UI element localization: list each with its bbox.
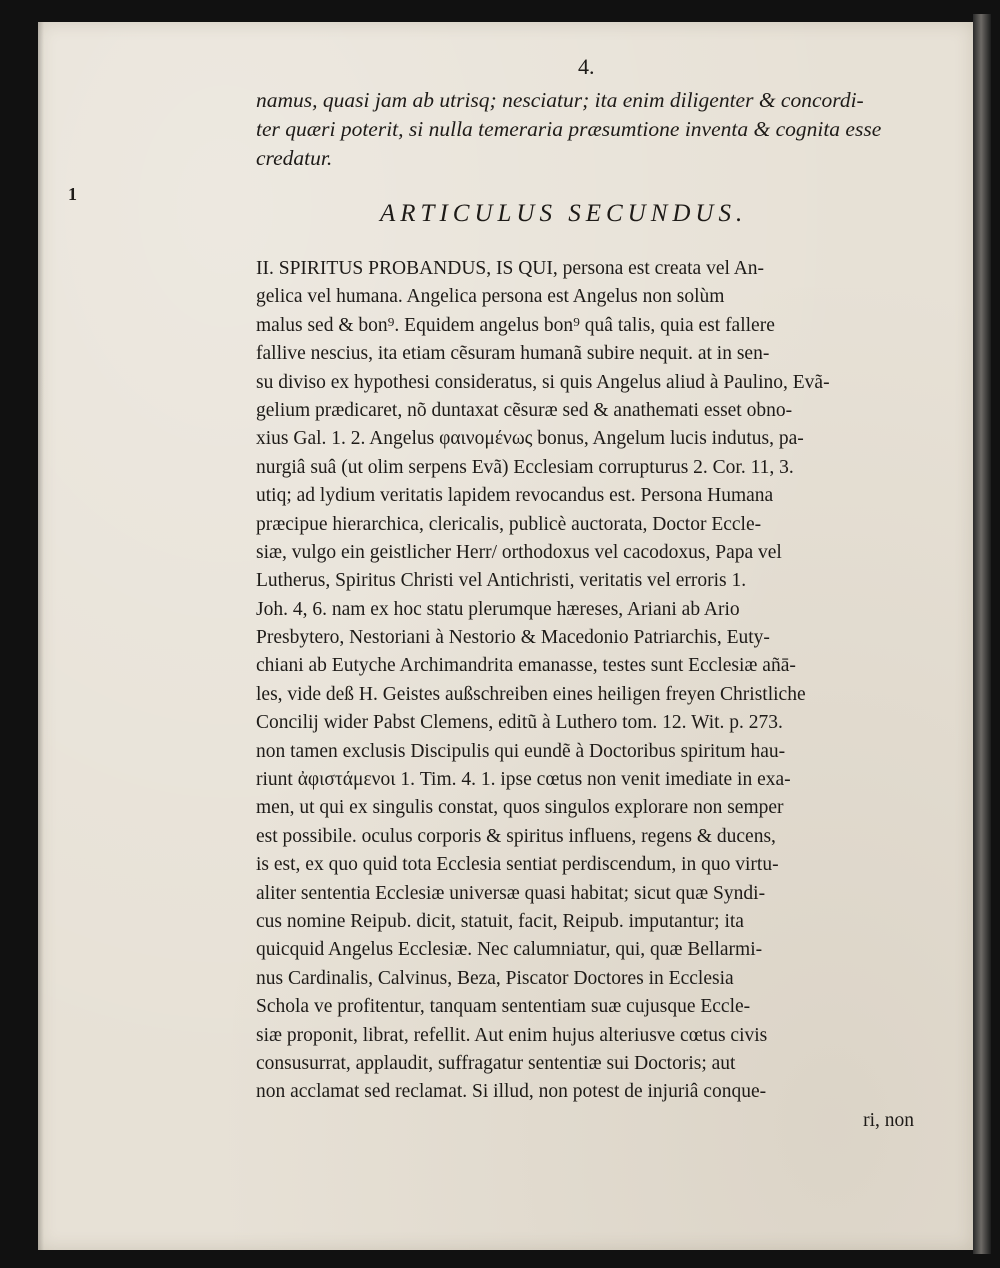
body-line: nurgiâ suâ (ut olim serpens Evã) Ecclesiam corrupturus 2. Cor. 11, 3. <box>256 456 794 478</box>
body-line: Schola ve profitentur, tanquam sententiam suæ cujusque Eccle- <box>256 996 751 1018</box>
body-line: Concilij wider Pabst Clemens, editũ à Luthero tom. 12. Wit. p. 273. <box>256 712 783 734</box>
body-line: siæ proponit, librat, refellit. Aut enim hujus alteriusve cœtus civis <box>256 1024 768 1046</box>
body-line: xius Gal. 1. 2. Angelus φαινομένως bonus, Angelum lucis indutus, pa- <box>256 428 804 450</box>
body-line: aliter sententia Ecclesiæ universæ quasi habitat; sicut quæ Syndi- <box>256 882 766 904</box>
intro-line: namus, quasi jam ab utrisq; nesciatur; ita enim diligenter & concordi- <box>256 88 864 112</box>
body-line: utiq; ad lydium veritatis lapidem revocandus est. Persona Humana <box>256 485 774 507</box>
page-gutter-shadow <box>38 22 44 1250</box>
body-line: Joh. 4, 6. nam ex hoc statu plerumque hæreses, Ariani ab Ario <box>256 598 740 620</box>
body-line: consusurrat, applaudit, suffragatur sententiæ sui Doctoris; aut <box>256 1052 736 1074</box>
body-line: Presbytero, Nestoriani à Nestorio & Macedonio Patriarchis, Euty- <box>256 627 770 649</box>
intro-line: ter quæri poterit, si nulla temeraria præsumtione inventa & cognita esse <box>256 117 882 141</box>
body-line: Lutherus, Spiritus Christi vel Antichristi, veritatis vel erroris 1. <box>256 570 747 592</box>
body-line: riunt ἀφιστάμενοι 1. Tim. 4. 1. ipse cœtus non venit imediate in exa- <box>256 769 791 791</box>
intro-line: credatur. <box>256 146 333 170</box>
body-line: est possibile. oculus corporis & spiritus influens, regens & ducens, <box>256 825 776 847</box>
article-heading: ARTICULUS SECUNDUS. <box>380 200 748 227</box>
body-line: men, ut qui ex singulis constat, quos singulos explorare non semper <box>256 797 784 819</box>
body-line: quicquid Angelus Ecclesiæ. Nec calumniatur, qui, quæ Bellarmi- <box>256 939 763 961</box>
intro-paragraph <box>256 86 926 173</box>
page-edge <box>973 14 991 1254</box>
body-line: su diviso ex hypothesi consideratus, si quis Angelus aliud à Paulino, Evã- <box>256 371 830 393</box>
body-line: non acclamat sed reclamat. Si illud, non potest de injuriâ conque- <box>256 1081 767 1103</box>
page-number: 4. <box>578 54 595 79</box>
catchword-line: ri, non <box>863 1109 914 1131</box>
body-line: siæ, vulgo ein geistlicher Herr/ orthodoxus vel cacodoxus, Papa vel <box>256 541 782 563</box>
body-line: malus sed & bon⁹. Equidem angelus bon⁹ quâ talis, quia est fallere <box>256 314 775 336</box>
body-line: nus Cardinalis, Calvinus, Beza, Piscator Doctores in Ecclesia <box>256 967 734 989</box>
body-line: is est, ex quo quid tota Ecclesia sentiat perdiscendum, in quo virtu- <box>256 854 779 876</box>
margin-mark: 1 <box>68 184 77 204</box>
body-line: non tamen exclusis Discipulis qui eundẽ à Doctoribus spiritum hau- <box>256 740 786 762</box>
body-line: fallive nescius, ita etiam cẽsuram humanã subire nequit. at in sen- <box>256 343 770 365</box>
body-line: gelica vel humana. Angelica persona est Angelus non solùm <box>256 286 725 308</box>
body-line: cus nomine Reipub. dicit, statuit, facit, Reipub. imputantur; ita <box>256 910 744 932</box>
body-text <box>256 255 926 1135</box>
body-line: II. SPIRITUS PROBANDUS, IS QUI, persona est creata vel An- <box>256 258 765 279</box>
body-line: chiani ab Eutyche Archimandrita emanasse, testes sunt Ecclesiæ añā- <box>256 655 796 677</box>
body-line: les, vide deß H. Geistes außschreiben eines heiligen freyen Christliche <box>256 683 806 705</box>
body-line: gelium prædicaret, nõ duntaxat cẽsuræ sed & anathemati esset obno- <box>256 399 793 421</box>
body-line: præcipue hierarchica, clericalis, publicè auctorata, Doctor Eccle- <box>256 513 762 535</box>
